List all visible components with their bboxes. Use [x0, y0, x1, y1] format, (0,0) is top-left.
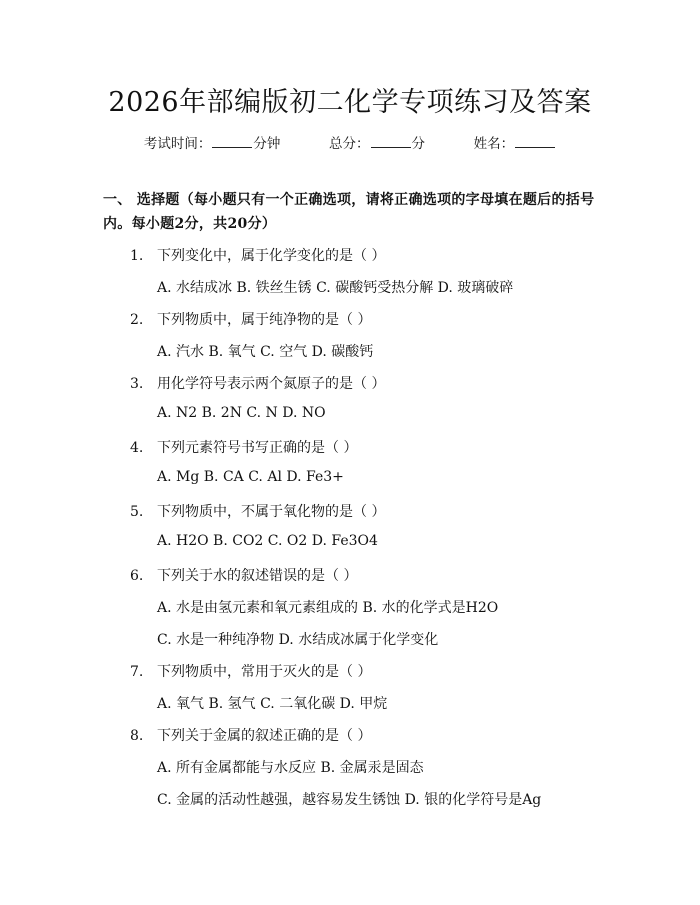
question-4 — [130, 437, 357, 457]
score-blank — [371, 135, 411, 148]
answer-options: C. 金属的活动性越强，越容易发生锈蚀 D. 银的化学符号是Ag — [157, 792, 542, 808]
question-text: 下列元素符号书写正确的是（ ） — [157, 440, 358, 456]
answer-options: A. 所有金属都能与水反应 B. 金属汞是固态 — [157, 760, 424, 776]
question-number: 4. — [130, 440, 144, 456]
name-blank — [515, 135, 555, 148]
question-6 — [130, 565, 357, 585]
question-text: 用化学符号表示两个氮原子的是（ ） — [157, 376, 386, 392]
question-number: 2. — [130, 312, 144, 328]
question-2 — [130, 309, 371, 329]
question-number: 8. — [130, 728, 144, 744]
question-number: 1. — [130, 248, 144, 264]
answer-options: C. 水是一种纯净物 D. 水结成冰属于化学变化 — [157, 632, 439, 648]
question-8 — [130, 725, 371, 745]
answer-options: A. 氧气 B. 氢气 C. 二氧化碳 D. 甲烷 — [157, 696, 388, 712]
question-text: 下列关于金属的叙述正确的是（ ） — [157, 728, 372, 744]
time-label: 考试时间： — [143, 136, 212, 152]
time-blank — [212, 135, 252, 148]
question-1 — [130, 245, 385, 265]
name-label: 姓名： — [473, 136, 515, 152]
score-label: 总分： — [329, 136, 370, 152]
time-unit: 分钟 — [253, 136, 281, 152]
answer-options: A. N2 B. 2N C. N D. NO — [157, 405, 326, 421]
question-text: 下列关于水的叙述错误的是（ ） — [157, 568, 358, 584]
question-5 — [130, 501, 385, 521]
question-text: 下列变化中，属于化学变化的是（ ） — [157, 248, 386, 264]
section-heading: 一、 选择题（每小题只有一个正确选项，请将正确选项的字母填在题后的括号内。每小题2分，共20分） — [103, 192, 595, 232]
question-7 — [130, 661, 371, 681]
question-number: 7. — [130, 664, 144, 680]
question-text: 下列物质中，属于纯净物的是（ ） — [157, 312, 372, 328]
score-unit: 分 — [411, 136, 425, 152]
answer-options: A. 水结成冰 B. 铁丝生锈 C. 碳酸钙受热分解 D. 玻璃破碎 — [157, 280, 514, 296]
question-text: 下列物质中，常用于灭火的是（ ） — [157, 664, 372, 680]
exam-meta — [0, 132, 700, 152]
answer-options: A. Mg B. CA C. Al D. Fe3+ — [157, 469, 344, 485]
page-title: 2026年部编版初二化学专项练习及答案 — [108, 87, 592, 118]
answer-options: A. H2O B. CO2 C. O2 D. Fe3O4 — [157, 533, 378, 549]
question-3 — [130, 373, 385, 393]
question-number: 5. — [130, 504, 144, 520]
question-number: 6. — [130, 568, 144, 584]
answer-options: A. 汽水 B. 氧气 C. 空气 D. 碳酸钙 — [157, 344, 374, 360]
answer-options: A. 水是由氢元素和氧元素组成的 B. 水的化学式是H2O — [157, 600, 499, 616]
question-number: 3. — [130, 376, 144, 392]
question-text: 下列物质中，不属于氧化物的是（ ） — [157, 504, 386, 520]
